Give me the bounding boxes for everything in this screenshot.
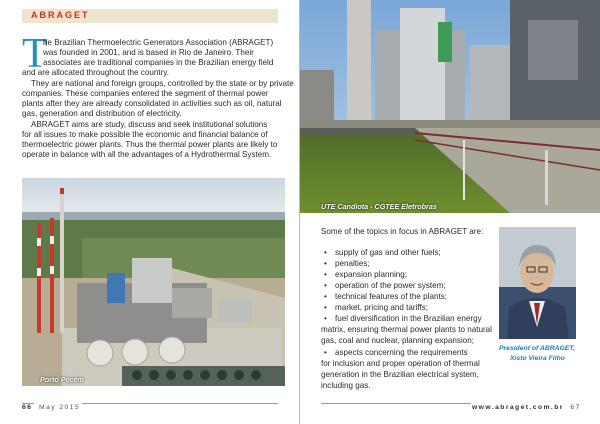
- bullet-marker: •: [324, 348, 327, 357]
- intro-line: and are allocated throughout the country.: [22, 68, 169, 77]
- topic-item: expansion planning;: [335, 270, 408, 279]
- topic-item-cont: for inclusion and proper operation of thermal: [321, 359, 480, 368]
- topic-item-cont: including gas.: [321, 381, 371, 390]
- intro-line: gas, generation and distribution of electricity.: [22, 109, 182, 118]
- plant-aerial-photo: [22, 178, 285, 386]
- footer-rule: [321, 403, 471, 404]
- photo-caption: Porto Pecém: [40, 375, 84, 384]
- topic-item: market, pricing and tariffs;: [335, 303, 428, 312]
- portrait-caption: Xisto Vieira Filho: [510, 355, 565, 362]
- footer-rule: [82, 403, 278, 404]
- bullet-marker: •: [324, 281, 327, 290]
- topic-item-cont: matrix, ensuring thermal power plants to natural: [321, 325, 492, 334]
- topic-item: fuel diversification in the Brazilian energy: [335, 314, 482, 323]
- president-portrait: [499, 227, 576, 339]
- intro-line: They are national and foreign groups, controlled by the state or by private: [31, 79, 294, 88]
- page-number: 66: [22, 404, 33, 411]
- topic-item-cont: generation in the Brazilian electrical system,: [321, 370, 479, 379]
- portrait-image: [499, 227, 576, 339]
- topics-lead: Some of the topics in focus in ABRAGET are:: [321, 227, 484, 236]
- section-title: ABRAGET: [31, 10, 90, 20]
- bullet-marker: •: [324, 270, 327, 279]
- intro-line: was founded in 2001, and is based in Rio de Janeiro. Their: [43, 48, 254, 57]
- intro-line: plants after they are already consolidated in activities such as oil, natural: [22, 99, 282, 108]
- bullet-marker: •: [324, 314, 327, 323]
- plant-candiota-photo: [300, 0, 600, 213]
- plant-aerial-image: [22, 178, 285, 386]
- drop-cap: T: [22, 31, 48, 77]
- issue-date: May 2015: [38, 404, 81, 411]
- topic-item: penalties;: [335, 259, 370, 268]
- plant-candiota-image: [300, 0, 600, 213]
- page-number-left: [22, 404, 80, 411]
- intro-line: operate in balance with all the advantages of a Hydrothermal System.: [22, 150, 272, 159]
- intro-line: he Brazilian Thermoelectric Generators Association (ABRAGET): [43, 38, 274, 47]
- intro-line: companies. These companies entered the segment of thermal power: [22, 89, 269, 98]
- bullet-marker: •: [324, 303, 327, 312]
- section-header: [22, 9, 278, 23]
- intro-line: for all issues to make possible the economic and financial balance of: [22, 130, 268, 139]
- topic-item-cont: gas, coal and nuclear, planning expansion;: [321, 336, 474, 345]
- topic-item: operation of the power system;: [335, 281, 446, 290]
- topic-item: technical features of the plants;: [335, 292, 448, 301]
- right-page: [300, 0, 600, 424]
- page-number-right: [472, 404, 581, 411]
- topic-item: supply of gas and other fuels;: [335, 248, 441, 257]
- left-page: [0, 0, 299, 424]
- photo-caption: UTE Candiota - CGTEE Eletrobras: [321, 202, 437, 211]
- intro-line: thermoelectric power plants. Thus the thermal power plants are likely to: [22, 140, 278, 149]
- page-number: 67: [570, 404, 581, 411]
- intro-line: ABRAGET aims are study, discuss and seek institutional solutions: [31, 120, 268, 129]
- bullet-marker: •: [324, 248, 327, 257]
- website-url: www.abraget.com.br: [472, 404, 564, 411]
- bullet-marker: •: [324, 292, 327, 301]
- bullet-marker: •: [324, 259, 327, 268]
- topic-item: aspects concerning the requirements: [335, 348, 468, 357]
- portrait-caption: President of ABRAGET,: [499, 345, 575, 352]
- intro-line: associates are traditional companies in the Brazilian energy field: [43, 58, 274, 67]
